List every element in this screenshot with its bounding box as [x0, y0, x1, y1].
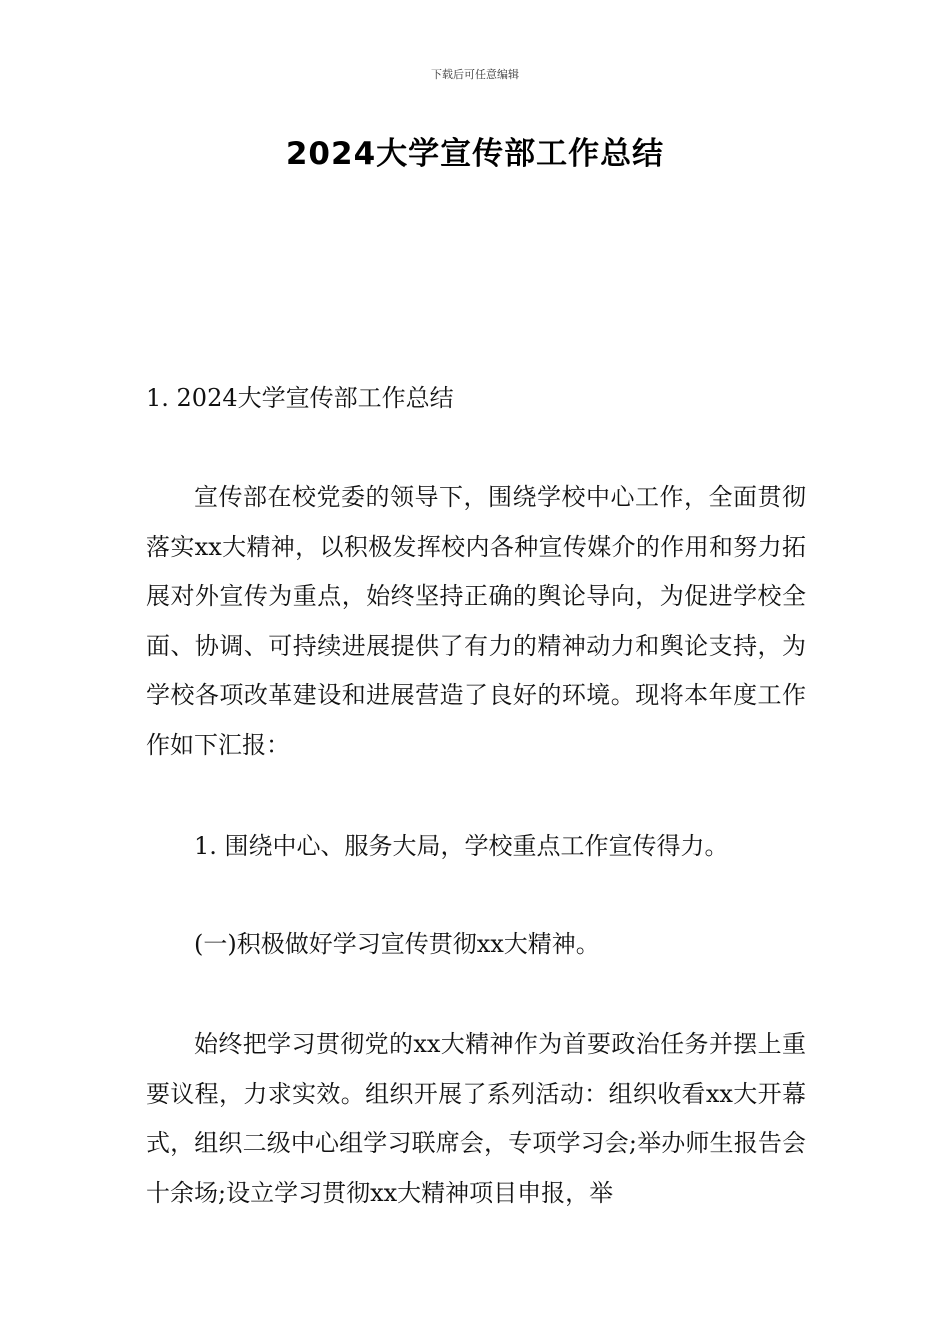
paragraph-intro: 宣传部在校党委的领导下，围绕学校中心工作，全面贯彻落实xx大精神，以积极发挥校内各种宣传媒介的作用和努力拓展对外宣传为重点，始终坚持正确的舆论导向，为促进学校全面、协调、可持续进展提供了有力的精神动力和舆论支持，为学校各项改革建设和进展营造了良好的环境。现将本年度工作作如下汇报：	[146, 483, 806, 759]
section-heading: 1. 2024大学宣传部工作总结	[146, 384, 454, 412]
list-item-heading: 1. 围绕中心、服务大局，学校重点工作宣传得力。	[194, 832, 729, 860]
sub-item-heading: (一)积极做好学习宣传贯彻xx大精神。	[194, 930, 600, 958]
header-note: 下载后可任意编辑	[431, 68, 519, 81]
document-title: 2024大学宣传部工作总结	[285, 136, 665, 172]
paragraph-body: 始终把学习贯彻党的xx大精神作为首要政治任务并摆上重要议程，力求实效。组织开展了系列活动：组织收看xx大开幕式，组织二级中心组学习联席会，专项学习会;举办师生报告会十余场;设立学习贯彻xx大精神项目申报，举	[146, 1030, 806, 1207]
